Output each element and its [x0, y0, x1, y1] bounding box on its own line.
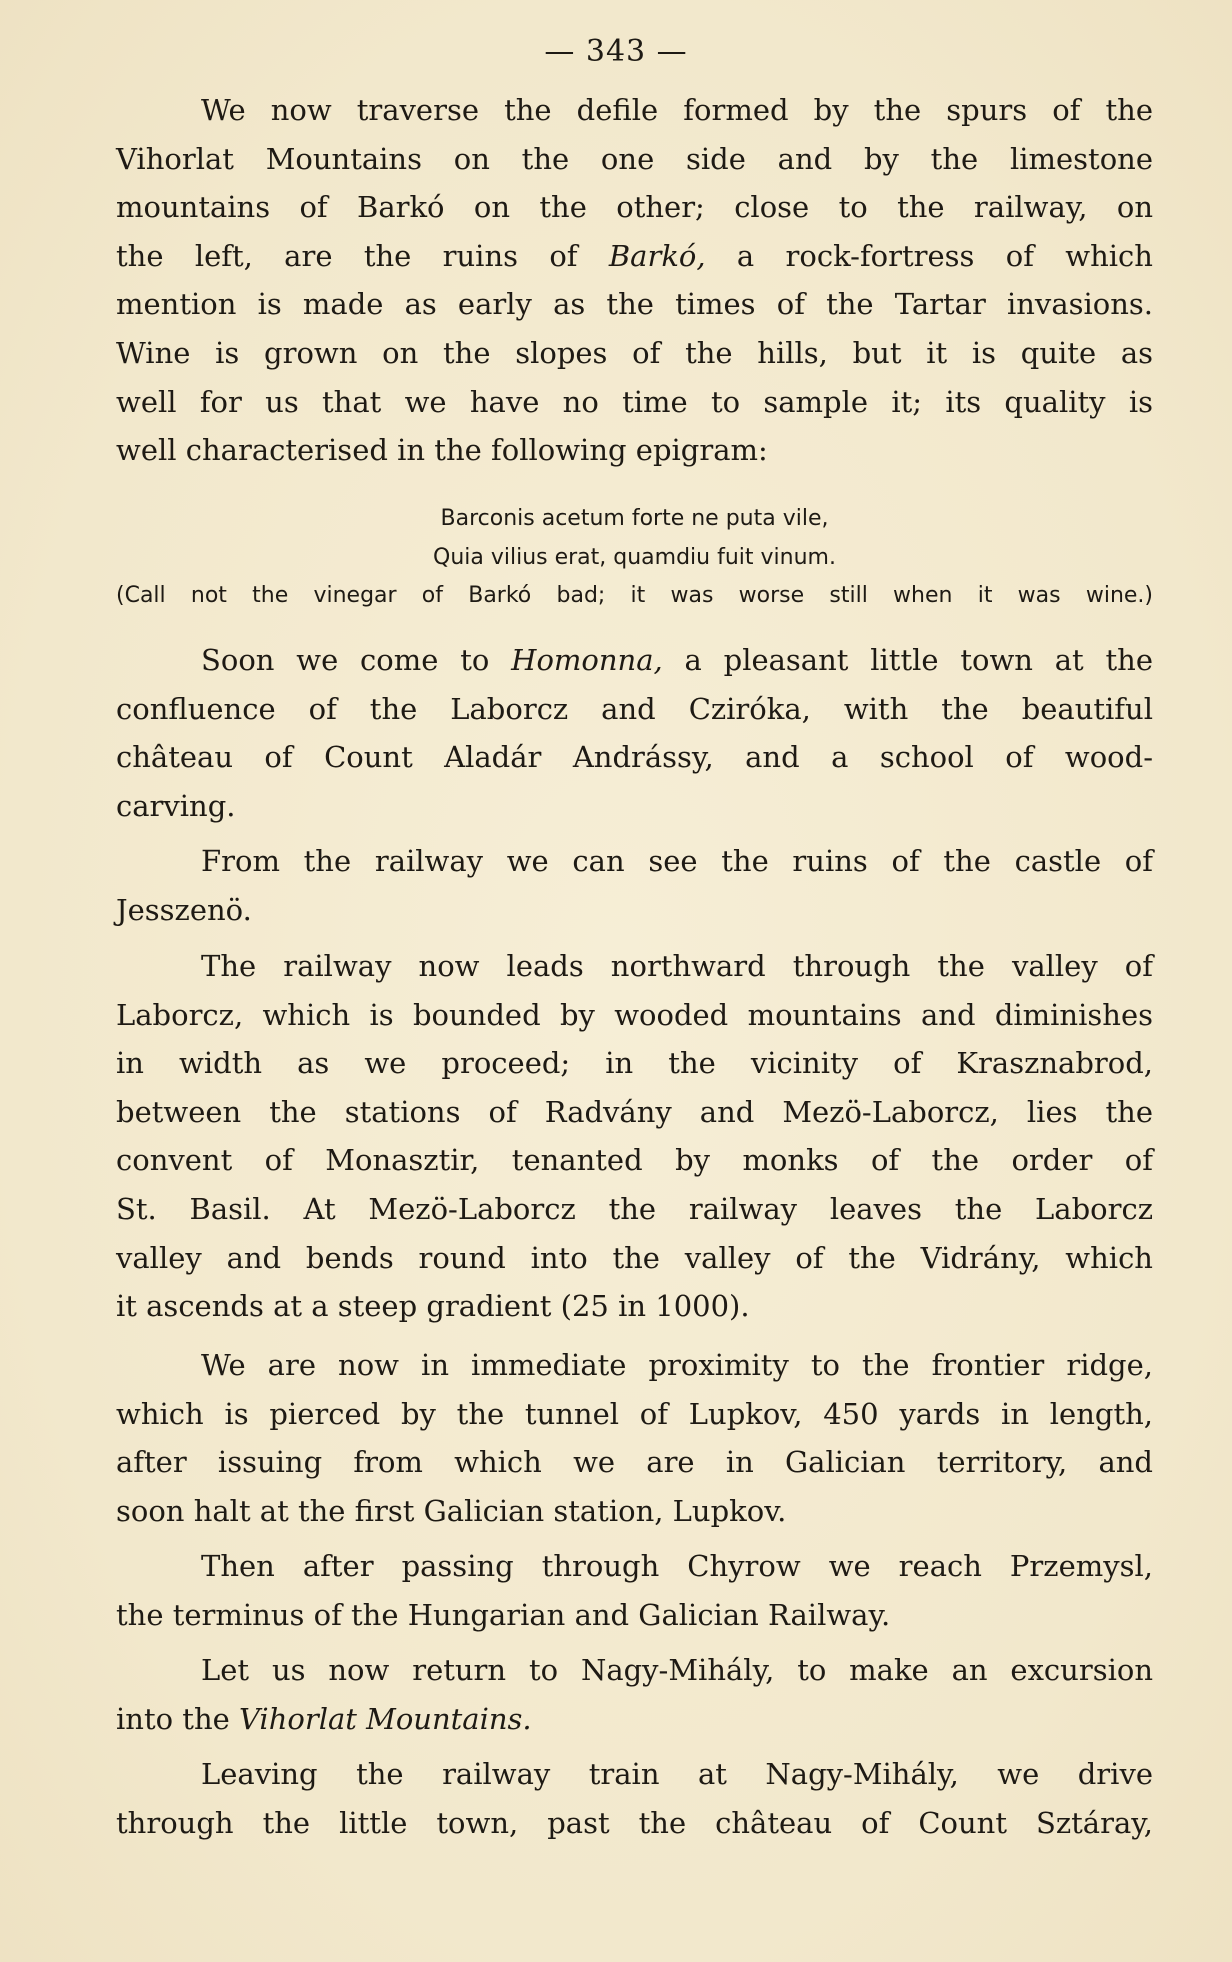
- text-line: St. Basil. At Mezö-Laborcz the railway leaves the Laborcz: [116, 1191, 1153, 1226]
- text-line: valley and bends round into the valley of the Vidrány, which: [116, 1240, 1153, 1275]
- text-line: through the little town, past the château of Count Sztáray,: [116, 1805, 1153, 1840]
- paragraph-return-excursion: [116, 1646, 1153, 1743]
- text-line: between the stations of Radvány and Mezö-Laborcz, lies the: [116, 1094, 1153, 1129]
- text-line: From the railway we can see the ruins of the castle of: [201, 844, 1153, 878]
- text-line: Soon we come to Homonna, a pleasant little town at the: [201, 643, 1153, 677]
- text-line: convent of Monasztir, tenanted by monks of the order of: [116, 1143, 1153, 1178]
- paragraph-lupkov-tunnel: [116, 1341, 1153, 1535]
- page-number: — 343 —: [544, 34, 688, 69]
- text-line: Jesszenö.: [116, 892, 252, 927]
- paragraph-nagy-mihaly: [116, 1750, 1153, 1847]
- paragraph-laborcz-valley: [116, 942, 1153, 1331]
- text-line: in width as we proceed; in the vicinity of Krasznabrod,: [116, 1046, 1153, 1081]
- text-line: Then after passing through Chyrow we reach Przemysl,: [201, 1549, 1153, 1583]
- text-line: We now traverse the defile formed by the spurs of the: [201, 93, 1153, 127]
- epigram-line: Barconis acetum forte ne puta vile,: [440, 506, 829, 531]
- epigram-translation: (Call not the vinegar of Barkó bad; it was worse still when it was wine.): [116, 583, 1153, 608]
- text-line: it ascends at a steep gradient (25 in 1000).: [116, 1289, 750, 1324]
- epigram-line: Quia vilius erat, quamdiu fuit vinum.: [433, 544, 836, 570]
- text-line: confluence of the Laborcz and Cziróka, with the beautiful: [116, 691, 1153, 726]
- text-line: after issuing from which we are in Galician territory, and: [116, 1445, 1153, 1480]
- text-line: the left, are the ruins of Barkó, a rock-fortress of which: [116, 238, 1153, 273]
- text-line: carving.: [116, 788, 236, 823]
- text-line: which is pierced by the tunnel of Lupkov, 450 yards in length,: [116, 1396, 1153, 1431]
- text-line: The railway now leads northward through the valley of: [201, 949, 1153, 983]
- text-line: Vihorlat Mountains on the one side and by the limestone: [116, 141, 1153, 176]
- paragraph-przemysl: [116, 1542, 1153, 1639]
- paragraph-defile: [116, 86, 1153, 475]
- text-line: mention is made as early as the times of the Tartar invasions.: [116, 287, 1153, 322]
- text-line: soon halt at the first Galician station, Lupkov.: [116, 1493, 787, 1528]
- text-line: mountains of Barkó on the other; close to the railway, on: [116, 190, 1153, 225]
- text-line: into the Vihorlat Mountains.: [116, 1701, 532, 1736]
- text-line: Let us now return to Nagy-Mihály, to make an excursion: [201, 1653, 1153, 1687]
- text-line: the terminus of the Hungarian and Galician Railway.: [116, 1597, 891, 1632]
- place-name-italic: Homonna,: [511, 643, 663, 677]
- epigram: [116, 500, 1153, 616]
- text-line: well for us that we have no time to sample it; its quality is: [116, 384, 1153, 419]
- text-line: We are now in immediate proximity to the frontier ridge,: [201, 1348, 1153, 1382]
- text-line: château of Count Aladár Andrássy, and a school of wood-: [116, 740, 1153, 775]
- place-name-italic: Barkó,: [608, 238, 706, 273]
- text-line: Wine is grown on the slopes of the hills, but it is quite as: [116, 335, 1153, 370]
- text-line: well characterised in the following epigram:: [116, 433, 768, 468]
- place-name-italic: Vihorlat Mountains.: [239, 1701, 532, 1736]
- paragraph-homonna: [116, 636, 1153, 830]
- text-line: Leaving the railway train at Nagy-Mihály, we drive: [201, 1757, 1153, 1791]
- paragraph-jesszeno: [116, 837, 1153, 934]
- text-line: Laborcz, which is bounded by wooded mountains and diminishes: [116, 997, 1153, 1032]
